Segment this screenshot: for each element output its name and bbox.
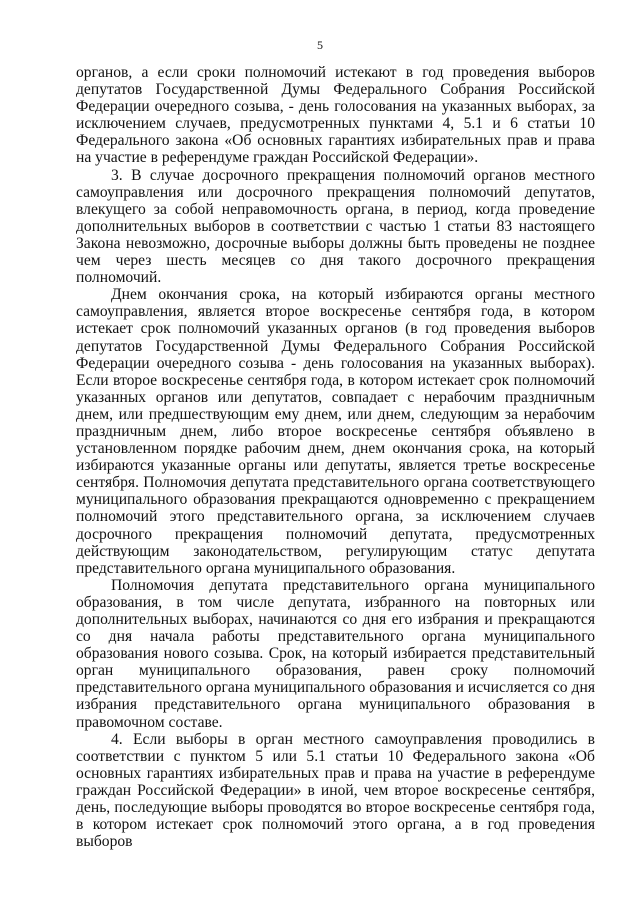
paragraph-3: Днем окончания срока, на который избираются органы местного самоуправления, является второе воскресенье сентября года, в котором истекает срок полномочий указанных органов (в год проведения выборов депутатов Государственной Думы Федерального Собрания Российской Федерации очередного созыва - день голосования на указанных выборах). Если второе воскресенье сентября года, в котором истекает срок полномочий указанных органов или депутатов, совпадает с нерабочим праздничным днем, или предшествующим ему днем, или днем, следующим за нерабочим праздничным днем, либо второе воскресенье сентября объявлено в установленном порядке рабочим днем, днем окончания срока, на который избираются указанные органы или депутаты, является третье воскресенье сентября. Полномочия депутата представительного органа соответствующего муниципального образования прекращаются одновременно с прекращением полномочий этого представительного органа, за исключением случаев досрочного прекращения полномочий депутата, предусмотренных действующим законодательством, регулирующим статус депутата представительного органа муниципального образования. <box>76 286 595 577</box>
paragraph-1: органов, а если сроки полномочий истекают в год проведения выборов депутатов Государственной Думы Федерального Собрания Российской Федерации очередного созыва, - день голосования на указанных выборах, за исключением случаев, предусмотренных пунктами 4, 5.1 и 6 статьи 10 Федерального закона «Об основных гарантиях избирательных прав и права на участие в референдуме граждан Российской Федерации». <box>76 64 595 167</box>
paragraph-4: Полномочия депутата представительного органа муниципального образования, в том числе депутата, избранного на повторных или дополнительных выборах, начинаются со дня его избрания и прекращаются со дня начала работы представительного органа муниципального образования нового созыва. Срок, на который избирается представительный орган муниципального образования, равен сроку полномочий представительного органа муниципального образования и исчисляется со дня избрания представительного органа муниципального образования в правомочном составе. <box>76 576 595 731</box>
page-number: 5 <box>317 38 323 52</box>
paragraph-2: 3. В случае досрочного прекращения полномочий органов местного самоуправления или досрочного прекращения полномочий депутатов, влекущего за собой неправомочность органа, в период, когда проведение дополнительных выборов в соответствии с частью 1 статьи 83 настоящего Закона невозможно, досрочные выборы должны быть проведены не позднее чем через шесть месяцев со дня такого досрочного прекращения полномочий. <box>76 166 595 287</box>
paragraph-5: 4. Если выборы в орган местного самоуправления проводились в соответствии с пунктом 5 или 5.1 статьи 10 Федерального закона «Об основных гарантиях избирательных прав и права на участие в референдуме граждан Российской Федерации» в иной, чем второе воскресенье сентября, день, последующие выборы проводятся во второе воскресенье сентября года, в котором истекает срок полномочий этого органа, а в год проведения выборов <box>76 730 595 851</box>
document-body <box>76 64 595 850</box>
